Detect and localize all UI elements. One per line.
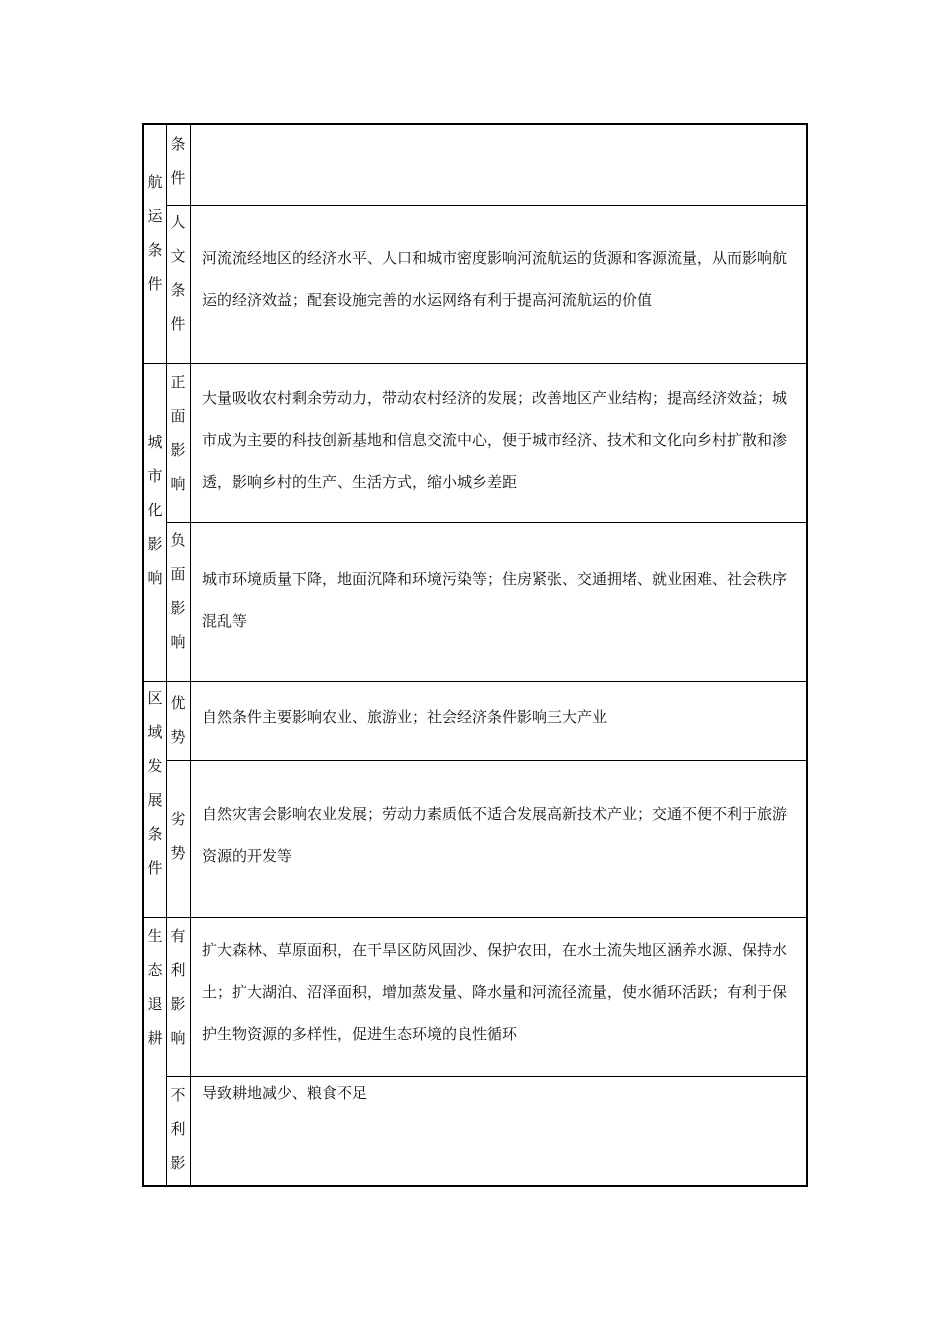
group-label-shipping: 航运条件 <box>147 173 163 293</box>
group-label-urbanization: 城市化影响 <box>147 433 163 587</box>
row-divider-sub <box>166 760 806 761</box>
row-content-positive-impact: 大量吸收农村剩余劳动力，带动农村经济的发展；改善地区产业结构；提高经济效益；城市成为主要的科技创新基地和信息交流中心，便于城市经济、技术和文化向乡村扩散和渗透，影响乡村的生产、生活方式，缩小城乡差距 <box>202 389 788 491</box>
geography-table <box>142 123 808 1187</box>
row-label-favorable-impact: 有利影响 <box>170 927 186 1047</box>
row-divider-group <box>144 681 806 682</box>
row-content-unfavorable-impact: 导致耕地减少、粮食不足 <box>202 1084 368 1102</box>
row-content-favorable-impact: 扩大森林、草原面积，在干旱区防风固沙、保护农田，在水土流失地区涵养水源、保持水土；扩大湖泊、沼泽面积，增加蒸发量、降水量和河流径流量，使水循环活跃；有利于保护生物资源的多样性，促进生态环境的良性循环 <box>202 941 788 1043</box>
row-label-advantages: 优势 <box>170 694 186 746</box>
row-content-human-conditions: 河流流经地区的经济水平、人口和城市密度影响河流航运的货源和客源流量，从而影响航运的经济效益；配套设施完善的水运网络有利于提高河流航运的价值 <box>202 249 788 309</box>
row-label-conditions: 条件 <box>170 135 186 187</box>
row-label-unfavorable-impact: 不利影 <box>170 1086 186 1172</box>
row-content-negative-impact: 城市环境质量下降，地面沉降和环境污染等；住房紧张、交通拥堵、就业困难、社会秩序混乱等 <box>202 570 788 630</box>
group-label-ecological-restoration: 生态退耕 <box>147 927 163 1047</box>
row-content-advantages: 自然条件主要影响农业、旅游业；社会经济条件影响三大产业 <box>202 708 608 726</box>
row-label-negative-impact: 负面影响 <box>170 531 186 651</box>
row-divider-group <box>144 917 806 918</box>
row-divider-group <box>144 363 806 364</box>
group-label-regional-development: 区域发展条件 <box>147 689 163 877</box>
row-label-disadvantages: 劣势 <box>170 810 186 862</box>
row-label-human-conditions: 人文条件 <box>170 213 186 333</box>
row-divider-sub <box>166 205 806 206</box>
row-label-positive-impact: 正面影响 <box>170 373 186 493</box>
row-divider-sub <box>166 522 806 523</box>
table-col-divider-2 <box>190 125 191 1185</box>
row-content-disadvantages: 自然灾害会影响农业发展；劳动力素质低不适合发展高新技术产业；交通不便不利于旅游资源的开发等 <box>202 805 788 865</box>
